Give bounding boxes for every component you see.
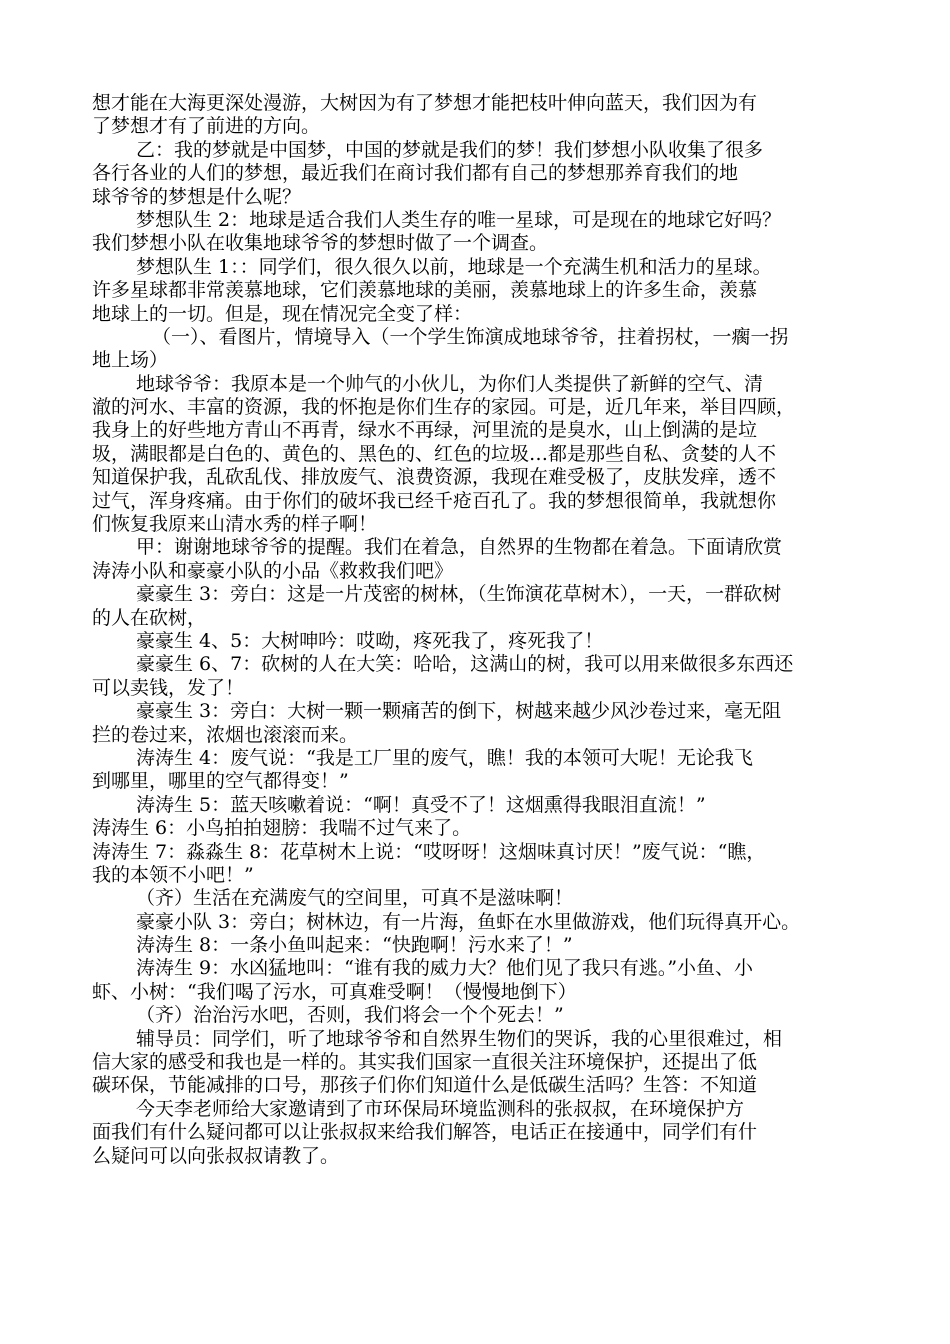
text-line: 面我们有什么疑问都可以让张叔叔来给我们解答，电话正在接通中，同学们有什 [92,1121,758,1144]
text-line: 地球爷爷：我原本是一个帅气的小伙儿，为你们人类提供了新鲜的空气、清 [136,372,764,395]
text-line: 豪豪生 3：旁白：大树一颗一颗痛苦的倒下，树越来越少风沙卷过来，毫无阻 [136,700,782,723]
text-line: 我身上的好些地方青山不再青，绿水不再绿，河里流的是臭水，山上倒满的是垃 [92,419,758,442]
text-line: 过气，浑身疼痛。由于你们的破坏我已经千疮百孔了。我的梦想很简单，我就想你 [92,489,777,512]
text-line: 许多星球都非常羡慕地球，它们羡慕地球的美丽，羡慕地球上的许多生命，羡慕 [92,279,758,302]
text-line: 涛涛小队和豪豪小队的小品《救救我们吧》 [92,559,454,582]
text-line: 各行各业的人们的梦想，最近我们在商讨我们都有自己的梦想那养育我们的地 [92,162,739,185]
text-line: （齐）治治污水吧，否则，我们将会一个个死去！” [136,1004,564,1027]
text-line: 梦想队生 1：：同学们，很久很久以前，地球是一个充满生机和活力的星球。 [136,255,772,278]
text-line: 辅导员：同学们，听了地球爷爷和自然界生物们的哭诉，我的心里很难过，相 [136,1027,783,1050]
text-line: 的人在砍树， [92,606,207,629]
text-line: 们恢复我原来山清水秀的样子啊！ [92,513,378,536]
text-line: 豪豪生 3：旁白：这是一片茂密的树林，（生饰演花草树木），一天，一群砍树 [136,583,782,606]
document-body [92,92,864,1168]
text-line: 可以卖钱，发了！ [92,676,245,699]
text-line: 涛涛生 9：水凶猛地叫：“谁有我的威力大？他们见了我只有逃。”小鱼、小 [136,957,754,980]
text-line: 涛涛生 6：小鸟拍拍翅膀：我喘不过气来了。 [92,817,472,840]
text-line: （一）、看图片，情境导入（一个学生饰演成地球爷爷，拄着拐杖，一瘸一拐 [152,325,789,348]
text-line: 乙：我的梦就是中国梦，中国的梦就是我们的梦！我们梦想小队收集了很多 [136,138,764,161]
text-line: 地上场） [92,349,169,372]
text-line: 我的本领不小吧！” [92,863,254,886]
text-line: 澈的河水、丰富的资源，我的怀抱是你们生存的家园。可是，近几年来，举目四顾， [92,396,796,419]
text-line: 碳环保，节能减排的口号，那孩子们你们知道什么是低碳生活吗？生答：不知道 [92,1074,758,1097]
text-line: 甲：谢谢地球爷爷的提醒。我们在着急，自然界的生物都在着急。下面请欣赏 [136,536,783,559]
text-line: 虾、小树：“我们喝了污水，可真难受啊！（慢慢地倒下） [92,980,577,1003]
text-line: 到哪里，哪里的空气都得变！” [92,770,349,793]
text-line: 知道保护我，乱砍乱伐、排放废气、浪费资源，我现在难受极了，皮肤发痒，透不 [92,466,777,489]
text-line: 信大家的感受和我也是一样的。其实我们国家一直很关注环境保护，还提出了低 [92,1051,758,1074]
text-line: 么疑问可以向张叔叔请教了。 [92,1144,340,1167]
text-line: 拦的卷过来，浓烟也滚滚而来。 [92,723,359,746]
text-line: 梦想队生 2：地球是适合我们人类生存的唯一星球，可是现在的地球它好吗？ [136,208,782,231]
text-line: 豪豪小队 3：旁白；树林边，有一片海，鱼虾在水里做游戏，他们玩得真开心。 [136,910,801,933]
text-line: 我们梦想小队在收集地球爷爷的梦想时做了一个调查。 [92,232,549,255]
text-line: 涛涛生 7：淼淼生 8：花草树木上说：“哎呀呀！这烟味真讨厌！”废气说：“瞧， [92,840,766,863]
text-line: 想才能在大海更深处漫游，大树因为有了梦想才能把枝叶伸向蓝天，我们因为有 [92,92,758,114]
text-line: 涛涛生 5：蓝天咳嗽着说：“啊！真受不了！这烟熏得我眼泪直流！” [136,793,706,816]
text-line: 涛涛生 8：一条小鱼叫起来：“快跑啊！污水来了！” [136,934,573,957]
text-line: 豪豪生 4、5：大树呻吟：哎呦，疼死我了，疼死我了！ [136,629,604,652]
text-line: 圾，满眼都是白色的、黄色的、黑色的、红色的垃圾…都是那些自私、贪婪的人不 [92,442,777,465]
text-line: 了梦想才有了前进的方向。 [92,115,321,138]
text-line: 今天李老师给大家邀请到了市环保局环境监测科的张叔叔，在环境保护方 [136,1097,745,1120]
text-line: 球爷爷的梦想是什么呢？ [92,185,302,208]
text-line: （齐）生活在充满废气的空间里，可真不是滋味啊！ [136,887,574,910]
text-line: 涛涛生 4：废气说：“我是工厂里的废气，瞧！我的本领可大呢！无论我飞 [136,746,753,769]
text-line: 豪豪生 6、7：砍树的人在大笑：哈哈，这满山的树，我可以用来做很多东西还 [136,653,794,676]
text-line: 地球上的一切。但是，现在情况完全变了样： [92,302,473,325]
